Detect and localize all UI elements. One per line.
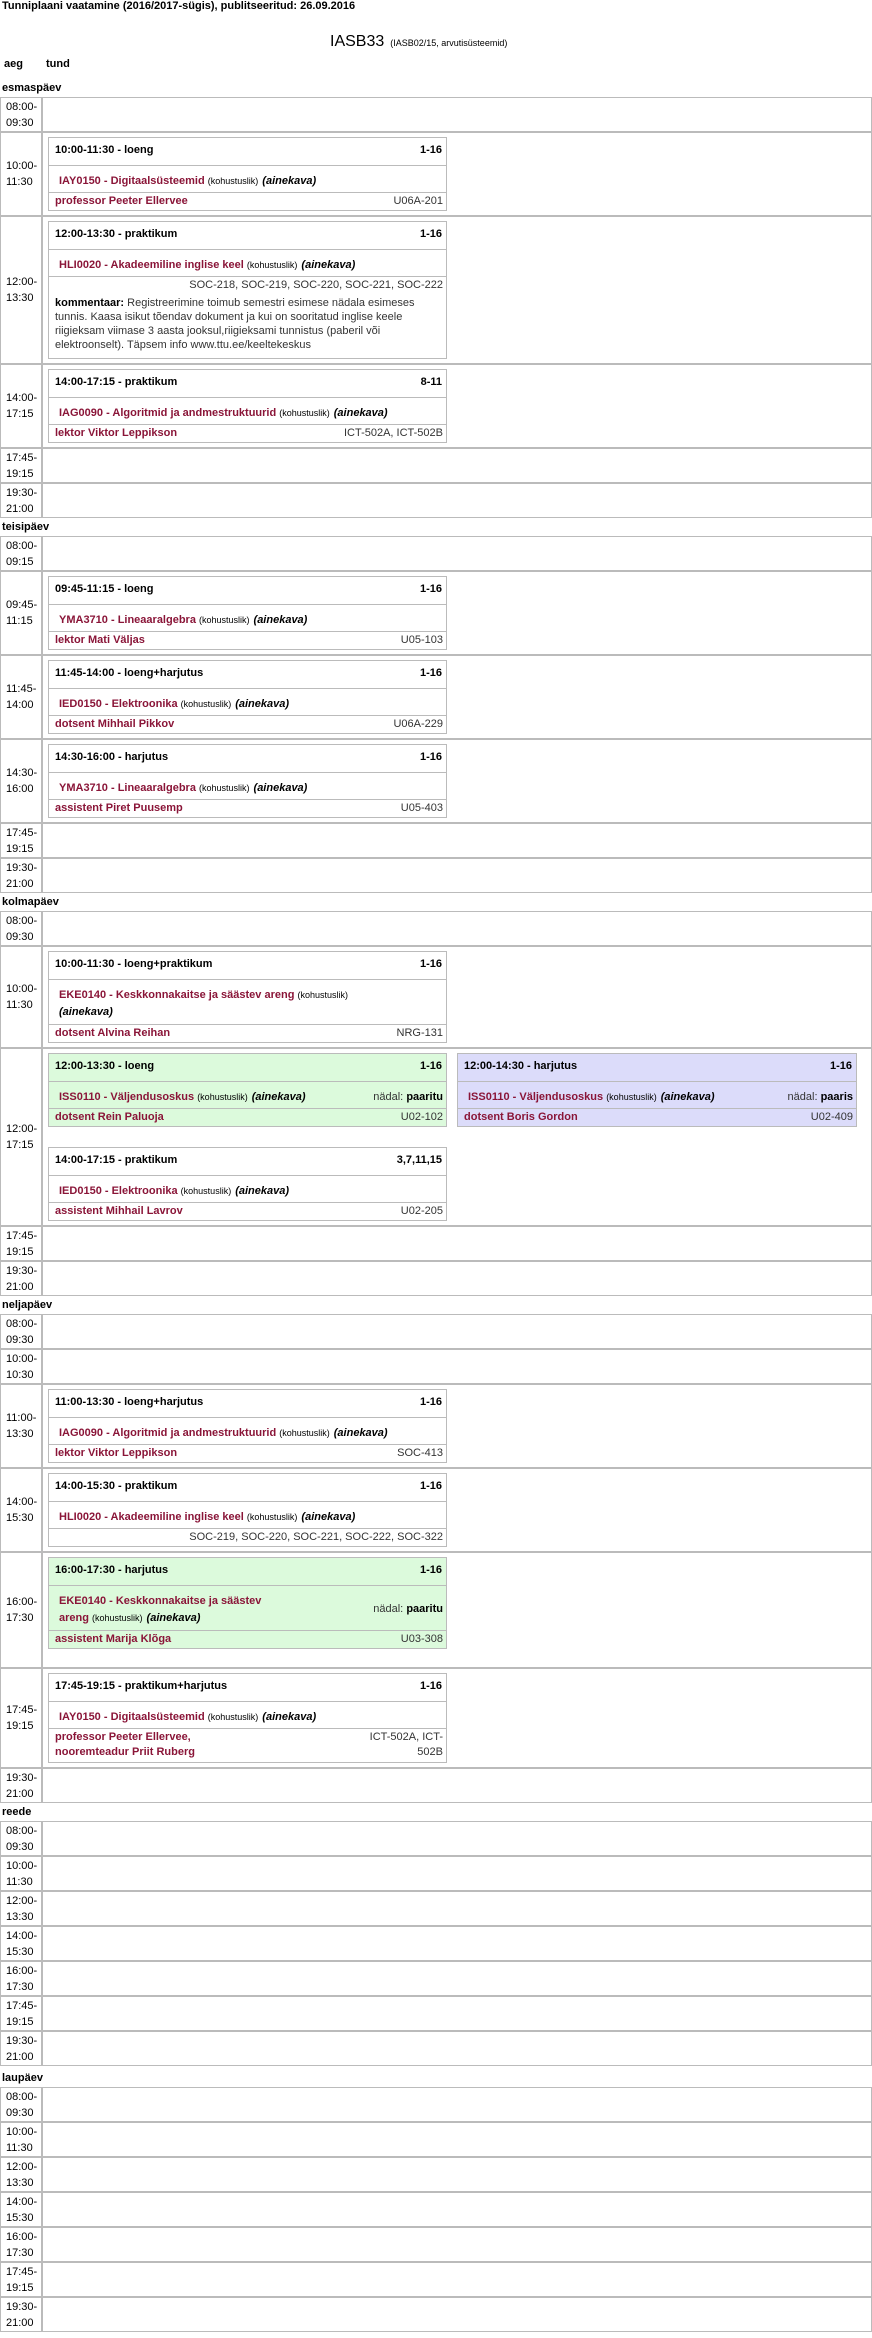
group-title: IASB33 (IASB02/15, arvutisüsteemid) [330, 33, 508, 50]
time-slot: 14:30-16:00 [0, 739, 42, 823]
course-status: (kohustuslik) [246, 1512, 298, 1522]
page-heading: Tunniplaani vaatamine (2016/2017-sügis), publitseeritud: 26.09.2016 [2, 0, 356, 12]
time-slot: 16:00-17:30 [0, 1552, 42, 1668]
lesson-card[interactable] [48, 951, 447, 1043]
day-label: reede [2, 1806, 32, 1818]
course-status: (kohustuslik) [180, 1186, 232, 1196]
room-link-cont[interactable]: 502B [417, 1746, 443, 1758]
time-slot: 10:00-10:30 [0, 1349, 42, 1384]
time-slot: 17:45-19:15 [0, 1668, 42, 1768]
slot-row [42, 858, 872, 893]
teacher-link[interactable]: lektor Mati Väljas [55, 634, 145, 646]
course-link[interactable]: YMA3710 - Lineaaralgebra [59, 782, 196, 794]
slot-row [42, 448, 872, 483]
syllabus-link[interactable]: (ainekava) [262, 175, 317, 187]
lesson-card[interactable] [48, 576, 447, 650]
time-slot: 08:00-09:30 [0, 97, 42, 132]
time-slot: 19:30-21:00 [0, 483, 42, 518]
course-status: (kohustuslik) [207, 176, 259, 186]
course-status: (kohustuslik) [199, 783, 250, 793]
teacher-link[interactable]: dotsent Boris Gordon [464, 1111, 578, 1123]
lesson-card[interactable] [48, 1473, 447, 1547]
slot-row [42, 1996, 872, 2031]
slot-row [42, 1856, 872, 1891]
week-parity: nädal: paaris [787, 1091, 853, 1103]
lesson-card[interactable] [48, 369, 447, 443]
time-slot: 16:00-17:30 [0, 1961, 42, 1996]
time-slot: 17:45-19:15 [0, 448, 42, 483]
teacher-link[interactable]: lektor Viktor Leppikson [55, 1447, 178, 1459]
lesson-time-type: 14:00-17:15 - praktikum [55, 1154, 178, 1166]
slot-row [42, 823, 872, 858]
teacher-link[interactable]: dotsent Rein Paluoja [55, 1111, 164, 1123]
course-status: (kohustuslik) [180, 699, 232, 709]
lesson-weeks: 1-16 [419, 144, 442, 156]
course-status: (kohustuslik) [246, 260, 298, 270]
course-link[interactable]: IAG0090 - Algoritmid ja andmestruktuurid [59, 407, 277, 419]
day-label: esmaspäev [2, 82, 62, 94]
course-link[interactable]: IED0150 - Elektroonika [59, 1185, 178, 1197]
lesson-weeks: 1-16 [419, 751, 442, 763]
lesson-card[interactable] [48, 221, 447, 359]
course-status: (kohustuslik) [297, 990, 348, 1000]
week-parity: nädal: paaritu [373, 1603, 443, 1615]
syllabus-link[interactable]: (ainekava) [301, 1511, 356, 1523]
room-link[interactable]: U02-409 [810, 1111, 853, 1123]
slot-row [42, 1261, 872, 1296]
time-slot: 08:00-09:15 [0, 536, 42, 571]
lesson-time-type: 09:45-11:15 - loeng [55, 583, 154, 595]
lesson-time-type: 16:00-17:30 - harjutus [55, 1564, 169, 1576]
lesson-weeks: 1-16 [419, 583, 442, 595]
teacher-link[interactable]: nooremteadur Priit Ruberg [55, 1746, 195, 1758]
course-link[interactable]: IAY0150 - Digitaalsüsteemid [59, 175, 205, 187]
time-slot: 12:00-13:30 [0, 1891, 42, 1926]
slot-row [42, 1226, 872, 1261]
teacher-link[interactable]: assistent Piret Puusemp [55, 802, 183, 814]
time-slot: 10:00-11:30 [0, 2122, 42, 2157]
time-slot: 17:45-19:15 [0, 1226, 42, 1261]
lesson-time-type: 10:00-11:30 - loeng+praktikum [55, 958, 213, 970]
course-link[interactable]: IAG0090 - Algoritmid ja andmestruktuurid [59, 1427, 277, 1439]
room-link[interactable]: SOC-218, SOC-219, SOC-220, SOC-221, SOC-222 [189, 279, 443, 291]
room-link[interactable]: U06A-201 [393, 195, 443, 207]
teacher-link[interactable]: assistent Mihhail Lavrov [55, 1205, 183, 1217]
room-link[interactable]: U05-103 [400, 634, 443, 646]
time-slot: 09:45-11:15 [0, 571, 42, 655]
time-slot: 08:00-09:30 [0, 1314, 42, 1349]
lesson-time-type: 14:00-17:15 - praktikum [55, 376, 178, 388]
lesson-time-type: 11:45-14:00 - loeng+harjutus [55, 667, 204, 679]
room-link[interactable]: U02-102 [400, 1111, 443, 1123]
time-slot: 17:45-19:15 [0, 823, 42, 858]
lesson-time-type: 12:00-13:30 - praktikum [55, 228, 178, 240]
syllabus-link[interactable]: (ainekava) [59, 1006, 113, 1018]
room-link[interactable]: ICT-502A, ICT-502B [343, 427, 443, 439]
teacher-link[interactable]: assistent Marija Klõga [55, 1633, 172, 1645]
lesson-card[interactable] [48, 1389, 447, 1463]
time-slot: 14:00-15:30 [0, 2192, 42, 2227]
time-slot: 16:00-17:30 [0, 2227, 42, 2262]
time-slot: 08:00-09:30 [0, 911, 42, 946]
slot-row [42, 1821, 872, 1856]
time-slot: 19:30-21:00 [0, 1768, 42, 1803]
time-slot: 19:30-21:00 [0, 2297, 42, 2332]
course-status: (kohustuslik) [197, 1092, 248, 1102]
slot-row [42, 1768, 872, 1803]
lesson-weeks: 1-16 [829, 1060, 852, 1072]
day-label: teisipäev [2, 521, 50, 533]
syllabus-link[interactable]: (ainekava) [660, 1091, 715, 1103]
slot-row [42, 911, 872, 946]
lesson-card[interactable] [48, 1673, 447, 1763]
teacher-link[interactable]: dotsent Alvina Reihan [55, 1027, 171, 1039]
room-link[interactable]: NRG-131 [396, 1027, 443, 1039]
syllabus-link[interactable]: (ainekava) [333, 1427, 388, 1439]
time-slot: 17:45-19:15 [0, 1996, 42, 2031]
time-slot: 10:00-11:30 [0, 946, 42, 1048]
time-slot: 10:00-11:30 [0, 132, 42, 216]
lesson-time-type: 12:00-13:30 - loeng [55, 1060, 155, 1072]
column-header-time: aeg [4, 58, 23, 70]
course-link[interactable]: EKE0140 - Keskkonnakaitse ja säästev [59, 1595, 262, 1607]
column-header-lesson: tund [46, 58, 70, 70]
syllabus-link[interactable]: (ainekava) [253, 782, 308, 794]
lesson-card[interactable] [457, 1053, 857, 1127]
time-slot: 08:00-09:30 [0, 1821, 42, 1856]
time-slot: 19:30-21:00 [0, 2031, 42, 2066]
room-link[interactable]: U03-308 [400, 1633, 443, 1645]
time-slot: 14:00-15:30 [0, 1926, 42, 1961]
lesson-time-type: 14:30-16:00 - harjutus [55, 751, 169, 763]
slot-row [42, 483, 872, 518]
syllabus-link[interactable]: (ainekava) [262, 1711, 317, 1723]
lesson-weeks: 1-16 [419, 958, 442, 970]
slot-row [42, 2087, 872, 2122]
teacher-link[interactable]: lektor Viktor Leppikson [55, 427, 178, 439]
time-slot: 12:00-13:30 [0, 2157, 42, 2192]
course-status: (kohustuslik) [279, 1428, 330, 1438]
syllabus-link[interactable]: (ainekava) [253, 614, 308, 626]
time-slot: 14:00-15:30 [0, 1468, 42, 1552]
lesson-card[interactable] [48, 1147, 447, 1221]
course-link[interactable]: HLI0020 - Akadeemiline inglise keel [59, 1511, 244, 1523]
time-slot: 11:45-14:00 [0, 655, 42, 739]
time-slot: 12:00-13:30 [0, 216, 42, 364]
course-status: (kohustuslik) [606, 1092, 657, 1102]
lesson-card[interactable] [48, 660, 447, 734]
time-slot: 10:00-11:30 [0, 1856, 42, 1891]
time-slot: 19:30-21:00 [0, 858, 42, 893]
course-status: (kohustuslik) [92, 1613, 143, 1623]
lesson-weeks: 1-16 [419, 1480, 442, 1492]
course-status: (kohustuslik) [199, 615, 250, 625]
slot-row [42, 1349, 872, 1384]
lesson-weeks: 1-16 [419, 228, 442, 240]
lesson-weeks: 1-16 [419, 1680, 442, 1692]
lesson-time-type: 11:00-13:30 - loeng+harjutus [55, 1396, 204, 1408]
time-slot: 17:45-19:15 [0, 2262, 42, 2297]
teacher-link[interactable]: dotsent Mihhail Pikkov [55, 718, 175, 730]
slot-row [42, 2227, 872, 2262]
week-parity: nädal: paaritu [373, 1091, 443, 1103]
slot-row [42, 2262, 872, 2297]
day-label: kolmapäev [2, 896, 59, 908]
time-slot: 08:00-09:30 [0, 2087, 42, 2122]
course-status: (kohustuslik) [279, 408, 330, 418]
lesson-comment: kommentaar: Registreerimine toimub semestri esimese nädala esimeses tunnis. Kaasa isikut tõendav dokument ja kui on sooritatud inglise keele riigieksam viimase 3 aasta jooksul,riigieksami tunnistus (paberil või elektroonselt). Täpsem info www.ttu.ee/keeltekeskus [55, 297, 415, 351]
teacher-link[interactable]: professor Peeter Ellervee [55, 195, 188, 207]
course-link[interactable]: IAY0150 - Digitaalsüsteemid [59, 1711, 205, 1723]
day-label: laupäev [2, 2072, 43, 2084]
lesson-weeks: 1-16 [419, 1060, 442, 1072]
room-link[interactable]: SOC-413 [397, 1447, 443, 1459]
slot-row [42, 2297, 872, 2332]
lesson-card[interactable] [48, 1557, 447, 1649]
room-link[interactable]: U02-205 [400, 1205, 443, 1217]
slot-row [42, 2031, 872, 2066]
slot-row [42, 1926, 872, 1961]
time-slot: 11:00-13:30 [0, 1384, 42, 1468]
slot-row [42, 1314, 872, 1349]
course-link-cont[interactable]: areng [59, 1612, 89, 1624]
lesson-card[interactable] [48, 1053, 447, 1127]
lesson-weeks: 1-16 [419, 1564, 442, 1576]
course-link[interactable]: ISS0110 - Väljendusoskus [59, 1091, 195, 1103]
room-link[interactable]: U05-403 [400, 802, 443, 814]
lesson-time-type: 10:00-11:30 - loeng [55, 144, 154, 156]
time-slot: 14:00-17:15 [0, 364, 42, 448]
course-link[interactable]: EKE0140 - Keskkonnakaitse ja säästev areng [59, 989, 295, 1001]
course-link[interactable]: IED0150 - Elektroonika [59, 698, 178, 710]
slot-row [42, 536, 872, 571]
lesson-weeks: 3,7,11,15 [396, 1154, 442, 1166]
course-status: (kohustuslik) [207, 1712, 259, 1722]
course-link[interactable]: YMA3710 - Lineaaralgebra [59, 614, 196, 626]
syllabus-link[interactable]: (ainekava) [146, 1612, 201, 1624]
teacher-link[interactable]: professor Peeter Ellervee, [55, 1731, 191, 1743]
syllabus-link[interactable]: (ainekava) [301, 259, 356, 271]
lesson-weeks: 1-16 [419, 667, 442, 679]
slot-row [42, 2157, 872, 2192]
group-subtitle: (IASB02/15, arvutisüsteemid) [390, 38, 508, 48]
slot-row [42, 97, 872, 132]
time-slot: 19:30-21:00 [0, 1261, 42, 1296]
slot-row [42, 1891, 872, 1926]
time-slot: 12:00-17:15 [0, 1048, 42, 1226]
lesson-time-type: 12:00-14:30 - harjutus [464, 1060, 578, 1072]
syllabus-link[interactable]: (ainekava) [251, 1091, 306, 1103]
lesson-time-type: 14:00-15:30 - praktikum [55, 1480, 178, 1492]
syllabus-link[interactable]: (ainekava) [235, 698, 289, 710]
syllabus-link[interactable]: (ainekava) [333, 407, 388, 419]
course-link[interactable]: ISS0110 - Väljendusoskus [468, 1091, 604, 1103]
room-link[interactable]: ICT-502A, ICT- [369, 1731, 443, 1743]
course-link[interactable]: HLI0020 - Akadeemiline inglise keel [59, 259, 244, 271]
room-link[interactable]: U06A-229 [393, 718, 443, 730]
lesson-weeks: 1-16 [419, 1396, 442, 1408]
lesson-weeks: 8-11 [420, 376, 442, 388]
slot-row [42, 2192, 872, 2227]
day-label: neljapäev [2, 1299, 53, 1311]
room-link[interactable]: SOC-219, SOC-220, SOC-221, SOC-222, SOC-322 [189, 1531, 443, 1543]
slot-row [42, 1961, 872, 1996]
lesson-card[interactable] [48, 744, 447, 818]
lesson-card[interactable] [48, 137, 447, 211]
slot-row [42, 2122, 872, 2157]
lesson-time-type: 17:45-19:15 - praktikum+harjutus [55, 1680, 228, 1692]
syllabus-link[interactable]: (ainekava) [235, 1185, 289, 1197]
